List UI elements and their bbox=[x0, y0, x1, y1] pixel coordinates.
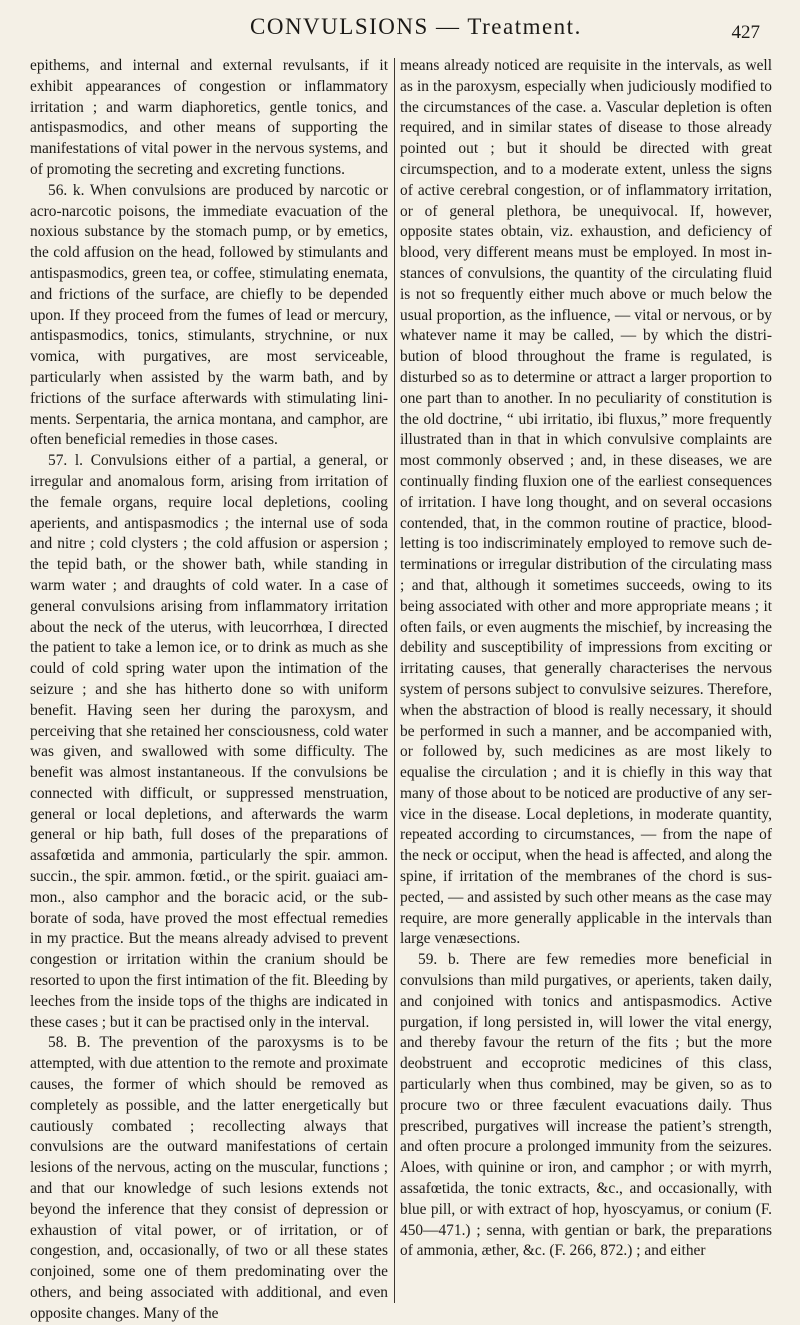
right-column bbox=[400, 56, 772, 1262]
paragraph: means already noticed are requisite in the intervals, as well as in the paroxysm, especially when judiciously modified to the circumstances of the case. a. Vascular depletion is often required, and in similar states of disease to those already pointed out ; but it should be directed with great circumspection, and to a moderate extent, unless the signs of active cerebral congestion, or of inflammatory irritation, or of general plethora, be unequivocal. If, however, opposite states obtain, viz. exhaustion, and deficiency of blood, very different means must be employed. In most instances of convulsions, the quantity of the circulating fluid is not so frequently either much above or much below the usual proportion, as the influence, — vital or nervous, or by whatever name it may be called, — by which the distribution of blood throughout the frame is regulated, is disturbed so as to determine or attract a larger proportion to one part than to another. In no peculiarity of constitution is the old doctrine, “ ubi irritatio, ibi fluxus,” more frequently illustrated than in that in which convulsive complaints are most commonly observed ; and, in these diseases, we are continually finding fluxion one of the earliest consequences of irritation. I have long thought, and on several occasions contended, that, in the common routine of practice, blood-letting is too indiscriminately employed to remove such determinations or irregular distribution of the circulating mass ; and that, although it sometimes succeeds, owing to its being associated with other and more appropriate means ; it often fails, or even augments the mischief, by increasing the debility and susceptibility of impressions from exciting or irritating causes, that generally characterises the nervous system of persons subject to convulsive seizures. Therefore, when the abstraction of blood is really necessary, it should be performed in such a manner, and be accompanied with, or followed by, such medicines as are most likely to equalise the circulation ; and it is chiefly in this way that many of those about to be noticed are productive of any service in the disease. Local depletions, in moderate quantity, repeated according to circumstances, — from the nape of the neck or occiput, when the head is affected, and along the spine, if irritation of the membranes of the chord is suspected, — and assisted by such other means as the case may require, are more generally applicable in the intervals than large venæsections. bbox=[400, 57, 772, 948]
paragraph: 57. l. Convulsions either of a partial, a general, or irregular and anomalous form, arising from irritation of the female organs, require local depletions, cooling aperients, and antispasmodics ; the internal use of soda and nitre ; cold clysters ; the cold affusion or aspersion ; the tepid bath, or the shower bath, while standing in warm water ; and draughts of cold water. In a case of general convulsions arising from inflammatory irritation about the neck of the uterus, with leucorrhœa, I directed the patient to take a lemon ice, or to drink as much as she could of cold spring water upon the intimation of the seizure ; and she has hitherto done so with uniform benefit. Having seen her during the paroxysm, and perceiving that she retained her consciousness, cold water was given, and swallowed with some difficulty. The benefit was almost instantaneous. If the convulsions be connected with difficult, or suppressed menstruation, general or local depletions, and afterwards the warm general or hip bath, full doses of the preparations of assafœtida and ammonia, particularly the spir. ammon. succin., the spir. ammon. fœtid., or the spirit. guaiaci ammon., also camphor and the boracic acid, or the sub-borate of soda, have proved the most effectual remedies in my practice. But the means already advised to prevent congestion or irritation within the cranium should be resorted to upon the first intimation of the fit. Bleeding by leeches from the inside tops of the thighs are indicated in these cases ; but it can be practised only in the interval. bbox=[30, 452, 388, 1031]
paragraph: epithems, and internal and external revulsants, if it exhibit appearances of congestion or inflammatory irritation ; and warm diaphoretics, gentle tonics, and antispasmodics, and other means of supporting the manifestations of vital power in the nervous systems, and of promoting the secreting and excreting functions. bbox=[30, 57, 388, 178]
column-divider bbox=[394, 58, 395, 1303]
running-title: CONVULSIONS — Treatment. bbox=[250, 14, 582, 39]
paragraph: 59. b. There are few remedies more beneficial in convulsions than mild purgatives, or aperients, taken daily, and conjoined with tonics and antispasmodics. Active purgation, if long persisted in, will lower the vital energy, and thereby favour the return of the fits ; but the more deobstruent and eccoprotic medicines of this class, particularly when thus combined, may be given, so as to procure two or three fæculent evacuations daily. Thus prescribed, purgatives will increase the patient’s strength, and often procure a prolonged immunity from the seizures. Aloes, with quinine or iron, and camphor ; or with myrrh, assafœtida, the tonic extracts, &c., and occasionally, with blue pill, or with extract of hop, hyoscyamus, or conium (F. 450—471.) ; senna, with gentian or bark, the preparations of ammonia, æther, &c. (F. 266, 872.) ; and either bbox=[400, 951, 772, 1260]
left-column bbox=[30, 56, 388, 1325]
page-number: 427 bbox=[731, 22, 760, 43]
page-header bbox=[0, 10, 800, 50]
paragraph: 58. B. The prevention of the paroxysms is to be attempted, with due attention to the remote and proximate causes, the former of which should be removed as completely as possible, and the latter energetically but cautiously combated ; recollecting always that convulsions are the outward manifestations of certain lesions of the nervous, acting on the muscular, functions ; and that our knowledge of such lesions extends not beyond the inference that they consist of depression or exhaustion of vital power, or of irritation, or of congestion, and, occasionally, of two or all these states conjoined, some one of them predominating over the others, and being associated with additional, and even opposite changes. Many of the bbox=[30, 1034, 388, 1322]
paragraph: 56. k. When convulsions are produced by narcotic or acro-narcotic poisons, the immediate evacuation of the noxious substance by the stomach pump, or by emetics, the cold affusion on the head, followed by stimulants and antispasmodics, green tea, or coffee, stimulating enemata, and frictions of the surface, are chiefly to be depended upon. If they proceed from the fumes of lead or mercury, antispasmodics, tonics, stimulants, strychnine, or nux vomica, with purgatives, are most serviceable, particularly when assisted by the warm bath, and by frictions of the surface afterwards with stimulating liniments. Serpentaria, the arnica montana, and camphor, are often beneficial remedies in those cases. bbox=[30, 181, 388, 449]
